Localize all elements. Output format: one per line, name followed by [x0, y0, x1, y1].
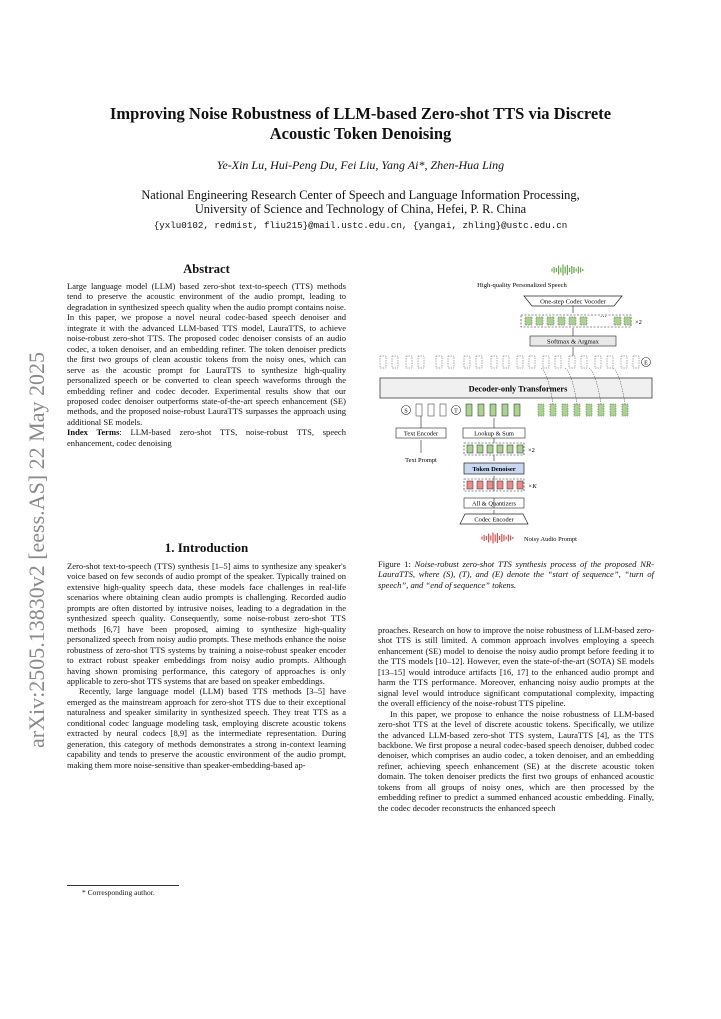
- vocoder-label: One-step Codec Vocoder: [540, 298, 606, 306]
- prompt-token: [478, 404, 484, 416]
- clean-token: [507, 445, 513, 453]
- decoder-output-token: [543, 356, 549, 368]
- figure-caption: [378, 559, 654, 590]
- prompt-token: [490, 404, 496, 416]
- quantizers-label: All & Quantizers: [471, 500, 517, 508]
- softmax-label: Softmax & Argmax: [547, 338, 599, 346]
- noisy-token-row: [467, 481, 523, 489]
- index-terms-label: Index Terms: [67, 427, 120, 438]
- start-token-label: S: [404, 408, 408, 415]
- decoder-output-token: [448, 356, 454, 368]
- output-token: [580, 317, 587, 325]
- noisy-token: [497, 481, 503, 489]
- generated-token: [550, 404, 556, 416]
- output-token: [536, 317, 543, 325]
- affiliation: [70, 188, 651, 216]
- prompt-token: [514, 404, 520, 416]
- prompt-token: [502, 404, 508, 416]
- clean-token: [487, 445, 493, 453]
- decoder-output-token: [380, 356, 386, 368]
- decoder-output-token: [517, 356, 523, 368]
- title-line-1: Improving Noise Robustness of LLM-based Zero-shot TTS via Discrete: [109, 104, 612, 123]
- end-token-label: E: [644, 360, 648, 367]
- text-token: [416, 404, 422, 416]
- noisy-waveform-icon: [482, 533, 513, 544]
- right-column-body: [378, 625, 654, 813]
- decoder-output-token: [555, 356, 561, 368]
- intro-paragraph-2: Recently, large language model (LLM) based TTS methods [3–5] have emerged as the mainstream approach for zero-shot TTS due to their exceptional naturalness and speaker similarity in synthesized speech. They treat TTS as a conditional codec language modeling task, employing discrete acoustic tokens extracted by neural codecs [8,9] as the intermediate representation. During generation, this category of methods demonstrates a strong in-context learning capability and tends to preserve the acoustic environment of the audio prompt, making them more noise-sensitive than speaker-embedding-based ap-: [67, 686, 346, 770]
- decoder-output-token: [406, 356, 412, 368]
- figure-1-diagram: [378, 258, 654, 550]
- intro-paragraph-1: Zero-shot text-to-speech (TTS) synthesis [1–5] aims to synthesize any speaker's voice based on few seconds of audio prompt of the speaker. Typically trained on extensive high-quality speech data, these models face challenges in real-life scenarios where obtaining clean audio prompts is challenging. Recorded audio prompts are often distorted by intrusive noises, leading to a degradation in the synthesized speech quality. Consequently, some noise-robust zero-shot TTS methods [6,7] have been proposed, aiming to synthesize high-quality personalized speech from noisy audio prompts. These methods enhance the noise robustness of zero-shot TTS systems by training a noise-robust speaker encoder to extract robust speaker embeddings from noisy audio prompts. Although having shown promising performance, this category of approaches is only applicable to zero-shot TTS systems that are based on speaker embeddings.: [67, 561, 346, 686]
- footnote: * Corresponding author.: [82, 888, 155, 897]
- decoder-output-token: [503, 356, 509, 368]
- abstract-text: Large language model (LLM) based zero-shot text-to-speech (TTS) methods tend to preserve the acoustic environment of the audio prompt, leading to degradation in synthesized speech quality when the audio prompt contains noise. In this paper, we propose a novel neural codec-based speech denoiser and integrate it with the advanced LLM-based TTS model, LauraTTS, to achieve noise-robust zero-shot TTS. The proposed codec denoiser consists of an audio codec, a token denoiser, and an embedding refiner. The token denoiser predicts the first two groups of clean acoustic tokens from the noisy ones, which can serve as the acoustic prompt for LauraTTS to synthesize high-quality personalized speech or be converted to clean speech waveforms through the embedding refiner and codec decoder. Experimental results show that our proposed codec denoiser outperforms state-of-the-art speech enhancement (SE) methods, and the proposed noise-robust LauraTTS surpasses the approach using additional SE models.: [67, 281, 346, 427]
- decoder-output-token: [569, 356, 575, 368]
- decoder-output-token: [633, 356, 639, 368]
- codec-encoder-label: Codec Encoder: [474, 516, 514, 524]
- author-emails: {yxlu0102, redmist, fliu215}@mail.ustc.edu.cn, {yangai, zhling}@ustc.edu.cn: [153, 220, 568, 231]
- noisy-prompt-label: Noisy Audio Prompt: [524, 536, 577, 543]
- introduction-section: [67, 561, 346, 770]
- generated-token: [622, 404, 628, 416]
- text-prompt-label: Text Prompt: [405, 457, 437, 464]
- caption-label: Figure 1:: [378, 559, 411, 569]
- right-paragraph-1: proaches. Research on how to improve the noise robustness of LLM-based zero-shot TTS is still limited. A common approach involves employing a speech enhancement (SE) model to denoise the noisy audio prompt before feeding it to the TTS models [10–12]. However, even the state-of-the-art (SOTA) SE models [13–15] would introduce artifacts [16, 17] to the enhanced audio prompt and harm the TTS performance. Moreover, enhancing noisy audio prompts at the signal level would introduce significant computational complexity, impacting the overall efficiency of the noise-robust TTS pipeline.: [378, 625, 654, 709]
- generated-token: [598, 404, 604, 416]
- noisy-repeat-label: ×K: [528, 483, 537, 490]
- decoder-label: Decoder-only Transformers: [468, 384, 568, 394]
- output-dots: ···: [600, 313, 607, 321]
- output-token: [614, 317, 621, 325]
- decoder-output-token: [581, 356, 587, 368]
- arxiv-identifier: [4, 230, 56, 750]
- noisy-token: [507, 481, 513, 489]
- turn-token-label: T: [454, 408, 458, 415]
- decoder-output-token: [595, 356, 601, 368]
- output-token: [547, 317, 554, 325]
- decoder-output-token: [392, 356, 398, 368]
- index-terms: [67, 427, 346, 448]
- noisy-token: [487, 481, 493, 489]
- text-encoder-label: Text Encoder: [403, 430, 439, 438]
- clean-token-row: [467, 445, 523, 453]
- decoder-output-token: [476, 356, 482, 368]
- clean-token: [517, 445, 523, 453]
- abstract-heading: Abstract: [183, 262, 230, 276]
- token-denoiser-label: Token Denoiser: [472, 466, 516, 473]
- index-terms-text: : LLM-based zero-shot TTS, noise-robust TTS, speech enhancement, codec denoising: [67, 427, 346, 448]
- decoder-output-token: [491, 356, 497, 368]
- decoder-input-row: [416, 404, 628, 416]
- decoder-output-token: [529, 356, 535, 368]
- generated-token: [574, 404, 580, 416]
- clean-token: [497, 445, 503, 453]
- clean-repeat-label: ×2: [528, 447, 535, 454]
- introduction-heading: 1. Introduction: [164, 540, 249, 555]
- output-token-row: [525, 317, 631, 325]
- affiliation-line-1: National Engineering Research Center of Speech and Language Information Processing,: [141, 188, 580, 202]
- output-waveform-icon: [552, 265, 583, 276]
- clean-token: [467, 445, 473, 453]
- output-token: [624, 317, 631, 325]
- decoder-output-row: [380, 356, 639, 368]
- noisy-token: [467, 481, 473, 489]
- title-line-2: Acoustic Token Denoising: [269, 124, 452, 143]
- output-token: [525, 317, 532, 325]
- text-token: [428, 404, 434, 416]
- caption-text: Noise-robust zero-shot TTS synthesis process of the proposed NR-LauraTTS, where (S), (T), and (E) denote the “start of sequence”, “turn of speech”, and “end of sequence” tokens.: [378, 559, 654, 590]
- arxiv-id-text: arXiv:2505.13830v2 [eess.AS] 22 May 2025: [24, 352, 49, 748]
- noisy-token: [477, 481, 483, 489]
- output-token: [569, 317, 576, 325]
- decoder-output-token: [418, 356, 424, 368]
- author-list: Ye-Xin Lu, Hui-Peng Du, Fei Liu, Yang Ai*, Zhen-Hua Ling: [216, 158, 505, 172]
- footnote-divider: [67, 885, 179, 886]
- generated-token: [610, 404, 616, 416]
- right-paragraph-2: In this paper, we propose to enhance the noise robustness of LLM-based zero-shot TTS at the level of discrete acoustic tokens. Specifically, we utilize the advanced LLM-based zero-shot TTS system, LauraTTS [4], as the TTS backbone. We first propose a neural codec-based speech denoiser, dubbed codec denoiser, which comprises an audio codec, a token denoiser, and an embedding refiner, achieving speech enhancement (SE) at the discrete acoustic token domain. The token denoiser predicts the first two groups of enhanced acoustic tokens from all groups of noisy ones, which are then processed by the embedding refiner to predict a summed enhanced acoustic embedding. Finally, the codec decoder reconstructs the enhanced speech: [378, 708, 654, 813]
- output-repeat-label: ×2: [635, 319, 642, 326]
- text-token: [440, 404, 446, 416]
- hq-speech-label: High-quality Personalized Speech: [477, 282, 567, 289]
- generated-token: [562, 404, 568, 416]
- output-token: [558, 317, 565, 325]
- generated-token: [586, 404, 592, 416]
- abstract-section: [67, 281, 346, 448]
- lookup-label: Lookup & Sum: [474, 430, 514, 438]
- decoder-output-token: [436, 356, 442, 368]
- decoder-output-token: [464, 356, 470, 368]
- clean-token: [477, 445, 483, 453]
- prompt-token: [466, 404, 472, 416]
- generated-token: [538, 404, 544, 416]
- decoder-output-token: [621, 356, 627, 368]
- affiliation-line-2: University of Science and Technology of China, Hefei, P. R. China: [194, 202, 527, 216]
- paper-title: [80, 104, 641, 144]
- decoder-output-token: [607, 356, 613, 368]
- noisy-token: [517, 481, 523, 489]
